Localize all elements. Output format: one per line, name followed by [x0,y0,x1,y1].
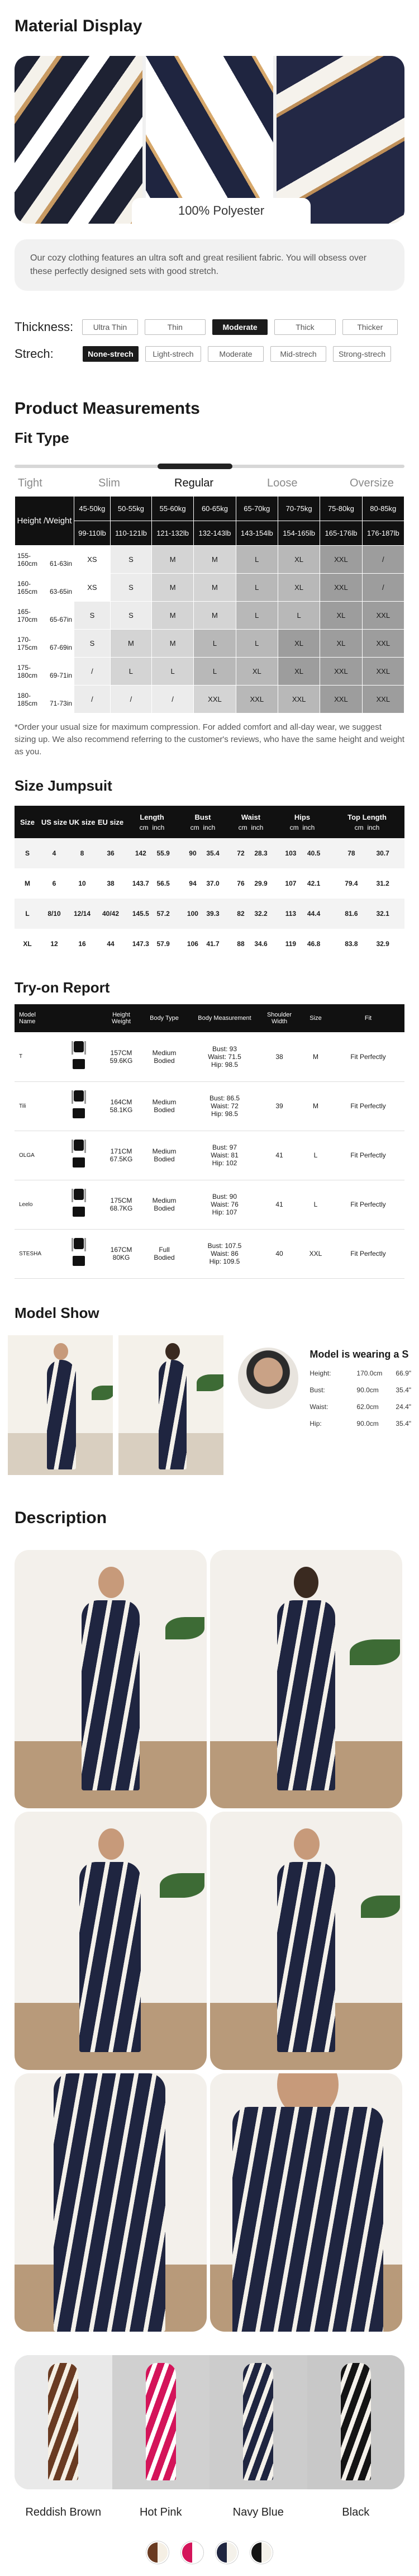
weight-lb-header: 143-154lb [236,521,278,546]
size-value: L [299,1180,332,1229]
table-row [15,546,404,574]
size-cell: 119 46.8 [285,940,321,948]
model-avatar [238,1348,299,1409]
size-cell: M [151,602,193,630]
outfit-icon [54,1229,104,1278]
size-cell: S [110,574,151,602]
table-row [15,899,404,929]
size-header [227,806,275,838]
color-swatch-reddish-brown[interactable] [15,2355,112,2489]
size-header: UK size [68,806,96,838]
material-description: Our cozy clothing features an ultra soft and great resilient fabric. You will obsess over these perfectly designed sets with good stretch. [15,239,404,291]
size-header-label: Length [140,812,164,821]
weight-kg-header: 80-85kg [362,497,404,521]
color-swatch-gallery [15,2355,404,2489]
size-unit-label: cm inch [139,823,165,831]
size-cell: / [362,574,404,602]
size-cell: S [110,602,151,630]
size-cell: L [278,602,320,630]
size-cell: 6 [52,880,56,887]
product-photo [15,1550,207,1808]
body-type: Medium Bodied [139,1180,190,1229]
size-cell: 10 [78,880,86,887]
weight-kg-header: 65-70kg [236,497,278,521]
model-show-title: Model Show [15,1304,99,1321]
size-cell: 100 39.3 [179,899,227,929]
fit-value: Fit Perfectly [332,1180,404,1229]
size-cell: L [236,602,278,630]
model-name: T [15,1032,54,1081]
fit-value: Fit Perfectly [332,1229,404,1278]
size-cell: 72 28.3 [227,838,275,868]
tryon-header: Fit [332,1004,404,1032]
outfit-silhouette-icon [66,1137,92,1173]
size-cell: 40/42 [96,899,125,929]
model-measurement-line: Bust: 90.0cm 35.4" [310,1386,412,1394]
tryon-header: Height Weight [104,1004,139,1032]
fit-type-title: Fit Type [15,429,69,446]
size-header: US size [40,806,68,838]
height-weight: 157CM 59.6KG [104,1032,139,1081]
thickness-option: Thick [274,319,335,335]
size-cell: XS [74,574,111,602]
thickness-option-selected: Moderate [212,319,268,335]
weight-kg-header: 75-80kg [320,497,362,521]
product-photo-closeup [210,2073,402,2332]
size-header-label: Waist [241,812,261,821]
size-cell: 79.4 31.2 [345,880,389,887]
table-row [15,1229,404,1278]
size-cell: 94 37.0 [189,880,220,887]
outfit-silhouette-icon [66,1088,92,1124]
size-cell: XXL [320,686,362,713]
size-cell: S [74,602,111,630]
height-weight: 167CM 80KG [104,1229,139,1278]
table-row [15,658,404,686]
size-cell: 78 30.7 [330,838,404,868]
description-title: Description [15,1508,107,1527]
product-photo [210,1812,402,2070]
size-cell: L [15,899,40,929]
size-cell: 44 [107,940,115,948]
thickness-label: Thickness: [15,320,74,334]
table-row [15,686,404,713]
size-cell: 12/14 [68,899,96,929]
size-cell: M [151,574,193,602]
stretch-option: Strong-strech [333,346,391,362]
size-cell: 103 40.5 [275,838,330,868]
size-cell: XXL [320,658,362,686]
size-header: EU size [96,806,125,838]
weight-lb-header: 176-187lb [362,521,404,546]
size-cell: S [15,838,40,868]
size-cell: 4 [40,838,68,868]
size-header-label: Hips [294,812,311,821]
table-row [15,574,404,602]
size-cell: S [74,630,111,658]
table-row [15,1131,404,1180]
size-cell: / [362,546,404,574]
thickness-option: Thin [145,319,206,335]
shoulder-width: 41 [259,1180,299,1229]
model-name: Leelo [15,1180,54,1229]
size-cell: XXL [362,686,404,713]
size-jumpsuit-section [0,758,419,959]
try-on-title: Try-on Report [15,979,110,996]
color-swatch-hot-pink[interactable] [112,2355,210,2489]
tryon-header: Shoulder Width [259,1004,299,1032]
fit-option: Loose [267,477,298,489]
material-swatches [15,56,404,224]
outfit-silhouette-icon [66,1039,92,1075]
size-cell: XL [320,602,362,630]
size-jumpsuit-title: Size Jumpsuit [15,777,112,794]
size-cell: 12 [50,940,58,948]
try-on-table [15,1004,404,1279]
size-cell: M [25,880,30,887]
size-cell: 83.8 32.9 [345,940,389,948]
size-cell: L [194,630,236,658]
size-header-label: Top Length [347,812,387,821]
fit-scale-indicator [158,464,232,469]
color-dot-black[interactable] [250,2541,273,2564]
size-cell: 8 [68,838,96,868]
size-cell: XXL [194,686,236,713]
size-cell: 90 35.4 [179,838,227,868]
color-dots [0,2541,419,2564]
size-cell: XXL [362,630,404,658]
color-dot-navy-blue[interactable] [216,2541,238,2564]
color-name: Hot Pink [139,2506,182,2518]
size-cell: 16 [78,940,86,948]
size-cell: M [194,574,236,602]
height-cell: 155-160cm 61-63in [15,546,74,574]
weight-kg-header: 50-55kg [110,497,151,521]
size-cell: XL [320,630,362,658]
body-measurement: Bust: 90 Waist: 76 Hip: 107 [190,1180,259,1229]
weight-kg-header: 55-60kg [151,497,193,521]
size-cell: / [74,658,111,686]
weight-lb-header: 99-110lb [74,521,111,546]
color-name: Black [342,2506,370,2518]
size-cell: 143.7 56.5 [132,880,170,887]
size-cell: XL [278,658,320,686]
measurements-section [0,366,419,758]
fit-value: Fit Perfectly [332,1081,404,1131]
color-dot-reddish-brown[interactable] [146,2541,169,2564]
weight-lb-header: 121-132lb [151,521,193,546]
size-cell: M [110,630,151,658]
model-photo-front [8,1335,113,1475]
size-value: L [299,1131,332,1180]
model-name: STESHA [15,1229,54,1278]
size-cell: 142 55.9 [125,838,179,868]
description-section [0,1475,419,2576]
color-swatch-navy-blue[interactable] [210,2355,307,2489]
thickness-option: Ultra Thin [82,319,137,335]
size-header [179,806,227,838]
height-cell: 165-170cm 65-67in [15,602,74,630]
size-cell: / [74,686,111,713]
model-show-section [0,1279,419,1475]
height-cell: 160-165cm 63-65in [15,574,74,602]
size-cell: 36 [96,838,125,868]
product-photo [15,2073,207,2332]
size-value: M [299,1032,332,1081]
tryon-header: Body Type [139,1004,190,1032]
size-cell: L [236,574,278,602]
body-type: Medium Bodied [139,1081,190,1131]
size-header [125,806,179,838]
fit-type-scale [15,462,404,496]
size-cell: M [194,546,236,574]
thickness-option: Thicker [342,319,398,335]
body-measurement: Bust: 107.5 Waist: 86 Hip: 109.5 [190,1229,259,1278]
material-caption: 100% Polyester [132,198,311,224]
body-type: Medium Bodied [139,1131,190,1180]
fit-option: Slim [98,477,120,489]
shoulder-width: 41 [259,1131,299,1180]
weight-lb-header: 110-121lb [110,521,151,546]
height-weight: 175CM 68.7KG [104,1180,139,1229]
weight-kg-header: 70-75kg [278,497,320,521]
size-header [330,806,404,838]
fit-option: Oversize [350,477,394,489]
size-value: M [299,1081,332,1131]
size-value: XXL [299,1229,332,1278]
size-cell: XL [236,658,278,686]
body-measurement: Bust: 93 Waist: 71.5 Hip: 98.5 [190,1032,259,1081]
size-cell: XL [278,574,320,602]
size-cell: 106 41.7 [187,940,220,948]
tryon-header: Body Measurement [190,1004,259,1032]
model-name: OLGA [15,1131,54,1180]
weight-lb-header: 154-165lb [278,521,320,546]
outfit-icon [54,1131,104,1180]
outfit-icon [54,1081,104,1131]
height-cell: 170-175cm 67-69in [15,630,74,658]
table-row [15,1180,404,1229]
fit-value: Fit Perfectly [332,1032,404,1081]
stretch-option-selected: None-strech [83,346,139,362]
shoulder-width: 40 [259,1229,299,1278]
table-row [15,838,404,868]
size-header [275,806,330,838]
size-cell: XXL [320,546,362,574]
height-weight: 164CM 58.1KG [104,1081,139,1131]
size-cell: M [151,630,193,658]
model-photo-back [118,1335,223,1475]
stretch-option: Moderate [208,346,264,362]
size-cell: M [151,546,193,574]
size-cell: XXL [362,602,404,630]
size-cell: 81.6 32.1 [330,899,404,929]
size-cell: 113 44.4 [275,899,330,929]
height-cell: 180-185cm 71-73in [15,686,74,713]
height-weight: 171CM 67.5KG [104,1131,139,1180]
outfit-icon [54,1180,104,1229]
size-cell: 147.3 57.9 [132,940,170,948]
body-measurement: Bust: 97 Waist: 81 Hip: 102 [190,1131,259,1180]
size-cell: S [110,546,151,574]
table-row [15,1032,404,1081]
color-name: Reddish Brown [25,2506,102,2518]
body-type: Full Bodied [139,1229,190,1278]
table-row [15,1081,404,1131]
weight-lb-header: 165-176lb [320,521,362,546]
size-cell: 107 42.1 [285,880,321,887]
color-dot-hot-pink[interactable] [181,2541,203,2564]
size-cell: L [236,630,278,658]
size-cell: L [110,658,151,686]
size-cell: 38 [107,880,115,887]
outfit-icon [54,1032,104,1081]
size-unit-label: cm inch [190,823,216,831]
stretch-row [0,342,419,366]
color-name: Navy Blue [232,2506,284,2518]
size-cell: XXL [320,574,362,602]
size-cell: XL [23,940,32,948]
stretch-option: Light-strech [145,346,201,362]
fit-value: Fit Perfectly [332,1131,404,1180]
fabric-swatch [15,56,142,224]
try-on-section [0,959,419,1279]
stretch-label: Strech: [15,347,54,361]
color-labels [15,2506,404,2519]
weight-lb-header: 132-143lb [194,521,236,546]
outfit-silhouette-icon [66,1236,92,1272]
model-size-heading: Model is wearing a S [310,1348,409,1360]
material-section [0,0,419,366]
size-cell: XXL [278,686,320,713]
tryon-header [54,1004,104,1032]
outfit-silhouette-icon [66,1187,92,1222]
fit-option: Tight [18,477,42,489]
size-cell: M [194,602,236,630]
measurements-title: Product Measurements [15,399,200,418]
table-row [15,630,404,658]
fit-option-selected: Regular [174,477,214,489]
height-cell: 175-180cm 69-71in [15,658,74,686]
table-row [15,929,404,959]
stretch-option: Mid-strech [270,346,326,362]
table-row [15,602,404,630]
size-cell: / [151,686,193,713]
weight-kg-header: 45-50kg [74,497,111,521]
sizing-note: *Order your usual size for maximum compression. For added comfort and all-day wear, we suggest sizing up. We also recommend referring to the customer's reviews, who have the same height and weight as you. [15,722,404,757]
size-unit-label: cm inch [354,823,380,831]
tryon-header: Size [299,1004,332,1032]
thickness-row [0,315,419,339]
model-name: Tili [15,1081,54,1131]
model-measurement-line: Waist: 62.0cm 24.4" [310,1402,412,1411]
size-cell: XXL [362,658,404,686]
tryon-header: Model Name [15,1004,54,1032]
size-unit-label: cm inch [238,823,264,831]
table-row [15,868,404,899]
size-header-label: Bust [194,812,211,821]
size-chart-table [15,806,404,959]
description-gallery [15,1550,404,2332]
size-cell: / [110,686,151,713]
product-photo [15,1812,207,2070]
size-cell: L [236,546,278,574]
size-cell: XL [278,546,320,574]
size-cell: 76 29.9 [237,880,268,887]
size-cell: L [194,658,236,686]
size-cell: L [151,658,193,686]
weight-kg-header: 60-65kg [194,497,236,521]
size-cell: 82 32.2 [227,899,275,929]
size-cell: 145.5 57.2 [125,899,179,929]
product-photo [210,1550,402,1808]
body-measurement: Bust: 86.5 Waist: 72 Hip: 98.5 [190,1081,259,1131]
height-weight-table [15,496,404,713]
size-cell: 8/10 [40,899,68,929]
table-corner-header: Height /Weight [15,497,74,546]
size-cell: XS [74,546,111,574]
color-swatch-black[interactable] [307,2355,405,2489]
model-measurement-line: Height: 170.0cm 66.9" [310,1369,412,1377]
size-cell: XXL [236,686,278,713]
shoulder-width: 38 [259,1032,299,1081]
material-title: Material Display [15,17,142,35]
size-header: Size [15,806,40,838]
size-cell: XL [278,630,320,658]
size-unit-label: cm inch [289,823,315,831]
size-cell: 88 34.6 [237,940,268,948]
body-type: Medium Bodied [139,1032,190,1081]
shoulder-width: 39 [259,1081,299,1131]
model-measurement-line: Hip: 90.0cm 35.4" [310,1419,412,1428]
